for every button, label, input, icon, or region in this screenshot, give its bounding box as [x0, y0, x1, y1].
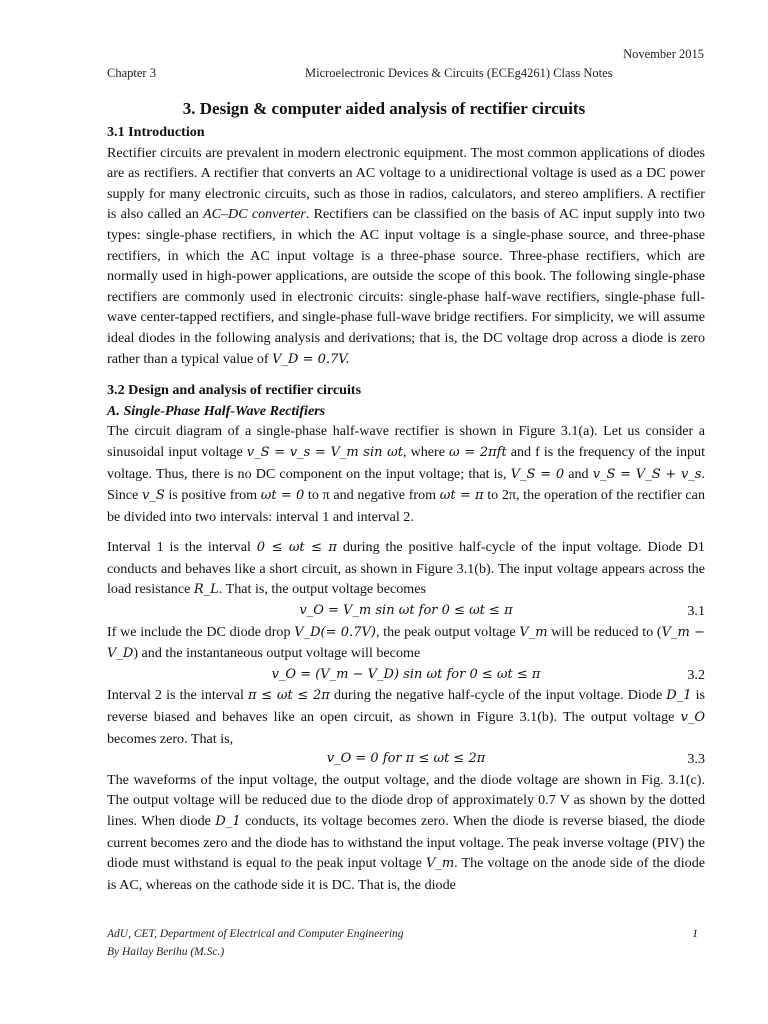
equation-number: 3.1 [687, 603, 705, 620]
section-heading-introduction: 3.1 Introduction [107, 124, 205, 140]
footer-department: AdU, CET, Department of Electrical and Computer Engineering [107, 928, 404, 940]
text-run: during the negative half-cycle of the input voltage. Diode [329, 687, 667, 704]
text-run: The circuit diagram of a single-phase half-wave rectifier is shown in Figure 3.1(a). Let us consider a sinusoidal input voltage [107, 423, 705, 460]
inline-math: v_S = V_S + v_s [592, 466, 702, 482]
equation-number: 3.2 [687, 666, 705, 683]
inline-math: V_S = 0 [510, 466, 565, 482]
footer-author: By Hailay Berihu (M.Sc.) [107, 946, 225, 958]
equation-3-2 [107, 665, 705, 686]
inline-math: v_S [141, 488, 165, 504]
text-run: If we include the DC diode drop [107, 623, 295, 640]
equation-3-1 [107, 601, 705, 622]
paragraph-interval-1 [107, 537, 705, 601]
text-run: Interval 1 is the interval [107, 539, 257, 556]
inline-math: ωt = π [439, 488, 484, 504]
text-run: will be reduced to ( [547, 623, 662, 640]
inline-math: ωt = 0 [260, 488, 305, 504]
inline-math: V_m [519, 624, 548, 640]
text-run: , the peak output voltage [375, 623, 520, 640]
text-run: and [564, 465, 593, 482]
text-run: . That is, the output voltage becomes [218, 581, 426, 598]
inline-math: V_m [425, 856, 455, 872]
inline-math: v_S = v_s = V_m sin ωt [246, 444, 403, 460]
paragraph-introduction [107, 143, 705, 371]
paragraph-half-wave-intro [107, 421, 705, 527]
text-run: conducts, its voltage becomes zero. When the diode is reverse biased, the diode current becomes zero and the diode has to withstand the input voltage. The peak inverse voltage (PIV) the diode must withstand is equal to the peak input voltage [107, 813, 705, 872]
text-run: becomes zero. That is, [107, 730, 234, 747]
section-heading-design: 3.2 Design and analysis of rectifier circuits [107, 382, 362, 399]
inline-math: V_D(= 0.7V) [294, 624, 376, 640]
inline-math: V_D = 0.7V. [272, 351, 350, 367]
text-run: is positive from [164, 487, 261, 504]
spacer [107, 370, 705, 380]
text-run: is reverse biased and behaves like an open circuit, as shown in Figure 3.1(b). The output voltage [107, 687, 705, 726]
equation-expression: v_O = V_m sin ωt for 0 ≤ ωt ≤ π [299, 603, 513, 619]
inline-math: v_O [680, 710, 705, 726]
text-run: Rectifier circuits are prevalent in modern electronic equipment. The most common applications of diodes are as rectifiers. A rectifier that converts an AC voltage to a unidirectional voltage is used as a DC power supply for many electronic circuits, such as those in radios, calculators, and stereo amplifiers. A rectifier is also called an [107, 144, 705, 223]
header-date: November 2015 [623, 47, 704, 61]
page-number: 1 [692, 928, 698, 940]
text-run: . The voltage on the anode side of the diode is AC, whereas on the cathode side it is DC. That is, the diode [107, 855, 705, 893]
subsection-heading-half-wave: A. Single-Phase Half-Wave Rectifiers [107, 402, 326, 419]
text-run: to 2π, the operation of the rectifier can be divided into two intervals: interval 1 and interval 2. [107, 487, 705, 525]
text-run: during the positive half-cycle of the input voltage. Diode D1 conducts and behaves like a short circuit, as shown in Figure 3.1(b). The input voltage appears across the load resistance [107, 539, 705, 598]
text-run: . Rectifiers can be classified on the basis of AC input supply into two types: single-phase rectifiers, in which the AC input voltage is a single-phase source, and three-phase rectifiers, in which the AC input voltage is a three-phase source. Three-phase rectifiers, which are normally used in high-power applications, are outside the scope of this book. The following single-phase rectifiers are commonly used in electronic circuits: single-phase half-wave rectifiers, single-phase full-wave center-tapped rectifiers, and single-phase full-wave bridge rectifiers. For simplicity, we will assume ideal diodes in the following analysis and derivations; that is, the DC voltage drop across a diode is zero rather than a typical value of [107, 206, 705, 367]
header-chapter: Chapter 3 [107, 66, 156, 80]
equation-number: 3.3 [687, 751, 705, 768]
equation-expression: v_O = (V_m − V_D) sin ωt for 0 ≤ ωt ≤ π [271, 666, 541, 682]
inline-math: 0 ≤ ωt ≤ π [256, 540, 337, 556]
inline-math: V_m − V_D [107, 624, 706, 662]
chapter-title: 3. Design & computer aided analysis of rectifier circuits [182, 99, 586, 118]
paragraph-waveforms [107, 770, 705, 896]
text-run: to π and negative from [304, 487, 440, 504]
emphasis-text: AC–DC converter [203, 206, 306, 223]
paragraph-interval-2 [107, 685, 705, 749]
equation-expression: v_O = 0 for π ≤ ωt ≤ 2π [326, 751, 486, 767]
header-course-title: Microelectronic Devices & Circuits (ECEg4261) Class Notes [305, 66, 613, 80]
inline-math: D_1 [666, 688, 692, 704]
text-run: ) and the instantaneous output voltage will become [133, 645, 421, 662]
text-run: , where [403, 443, 450, 460]
paragraph-diode-drop [107, 622, 705, 665]
document-body [107, 122, 705, 895]
spacer [107, 527, 705, 537]
equation-3-3 [107, 749, 705, 770]
text-run: Interval 2 is the interval [107, 687, 249, 704]
inline-math: R_L [193, 582, 219, 598]
text-run: and f is the frequency of the input voltage. Thus, there is no DC component on the input voltage; that is, [107, 443, 706, 482]
inline-math: ω = 2πft [449, 444, 507, 460]
inline-math: π ≤ ωt ≤ 2π [248, 688, 330, 704]
text-run: The waveforms of the input voltage, the output voltage, and the diode voltage are shown in Fig. 3.1(c). The output voltage will be reduced due to the diode drop of approximately 0.7 V as shown by the dotted lines. When diode [107, 771, 705, 829]
text-run: . Since [107, 465, 706, 504]
inline-math: D_1 [215, 814, 241, 829]
